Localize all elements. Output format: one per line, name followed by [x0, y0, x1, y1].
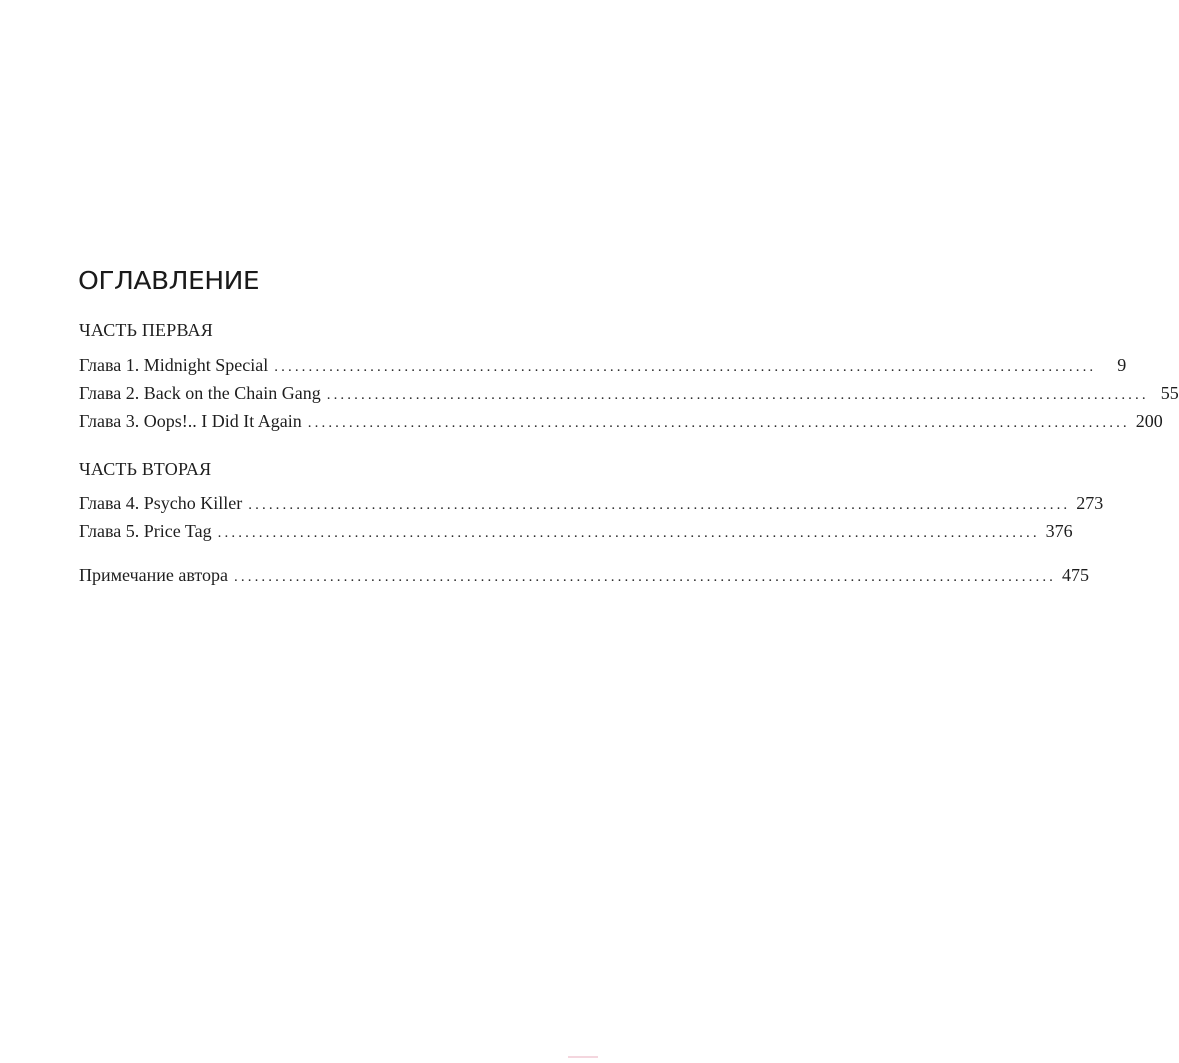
- toc-entry-page: 55: [1160, 383, 1179, 403]
- toc-entry-title: Глава 1. Midnight Special: [79, 355, 269, 375]
- toc-entry-page: 200: [1135, 411, 1163, 431]
- dot-leader: ........................................................................................................................: [326, 387, 1149, 403]
- toc-entry-page: 273: [1076, 493, 1104, 513]
- dot-leader: ........................................................................................................................: [234, 569, 1057, 585]
- toc-entry-title: Примечание автора: [79, 565, 229, 585]
- dot-leader: ........................................................................................................................: [307, 415, 1130, 431]
- dot-leader: ........................................................................................................................: [217, 525, 1040, 541]
- toc-entry: [79, 410, 1163, 434]
- part-heading-1: ЧАСТЬ ПЕРВАЯ: [79, 320, 213, 340]
- part-heading-2: ЧАСТЬ ВТОРАЯ: [79, 459, 212, 479]
- toc-entry-title: Глава 4. Psycho Killer: [79, 493, 243, 513]
- toc-entry: [79, 382, 1179, 406]
- toc-title: ОГЛАВЛЕНИЕ: [78, 266, 260, 295]
- toc-entry-title: Глава 3. Oops!.. I Did It Again: [79, 411, 302, 431]
- dot-leader: ........................................................................................................................: [274, 359, 1097, 375]
- scan-mark: [568, 1056, 598, 1058]
- toc-entry-title: Глава 2. Back on the Chain Gang: [79, 383, 321, 403]
- toc-entry: [79, 354, 1127, 378]
- toc-entry-page: 376: [1045, 521, 1073, 541]
- toc-entry: [79, 492, 1104, 516]
- toc-entry-afterword: [79, 564, 1090, 588]
- toc-entry-page: 9: [1117, 355, 1127, 375]
- toc-entry-title: Глава 5. Price Tag: [79, 521, 212, 541]
- toc-entry-page: 475: [1062, 565, 1090, 585]
- dot-leader: ........................................................................................................................: [248, 497, 1071, 513]
- toc-entry: [79, 520, 1073, 544]
